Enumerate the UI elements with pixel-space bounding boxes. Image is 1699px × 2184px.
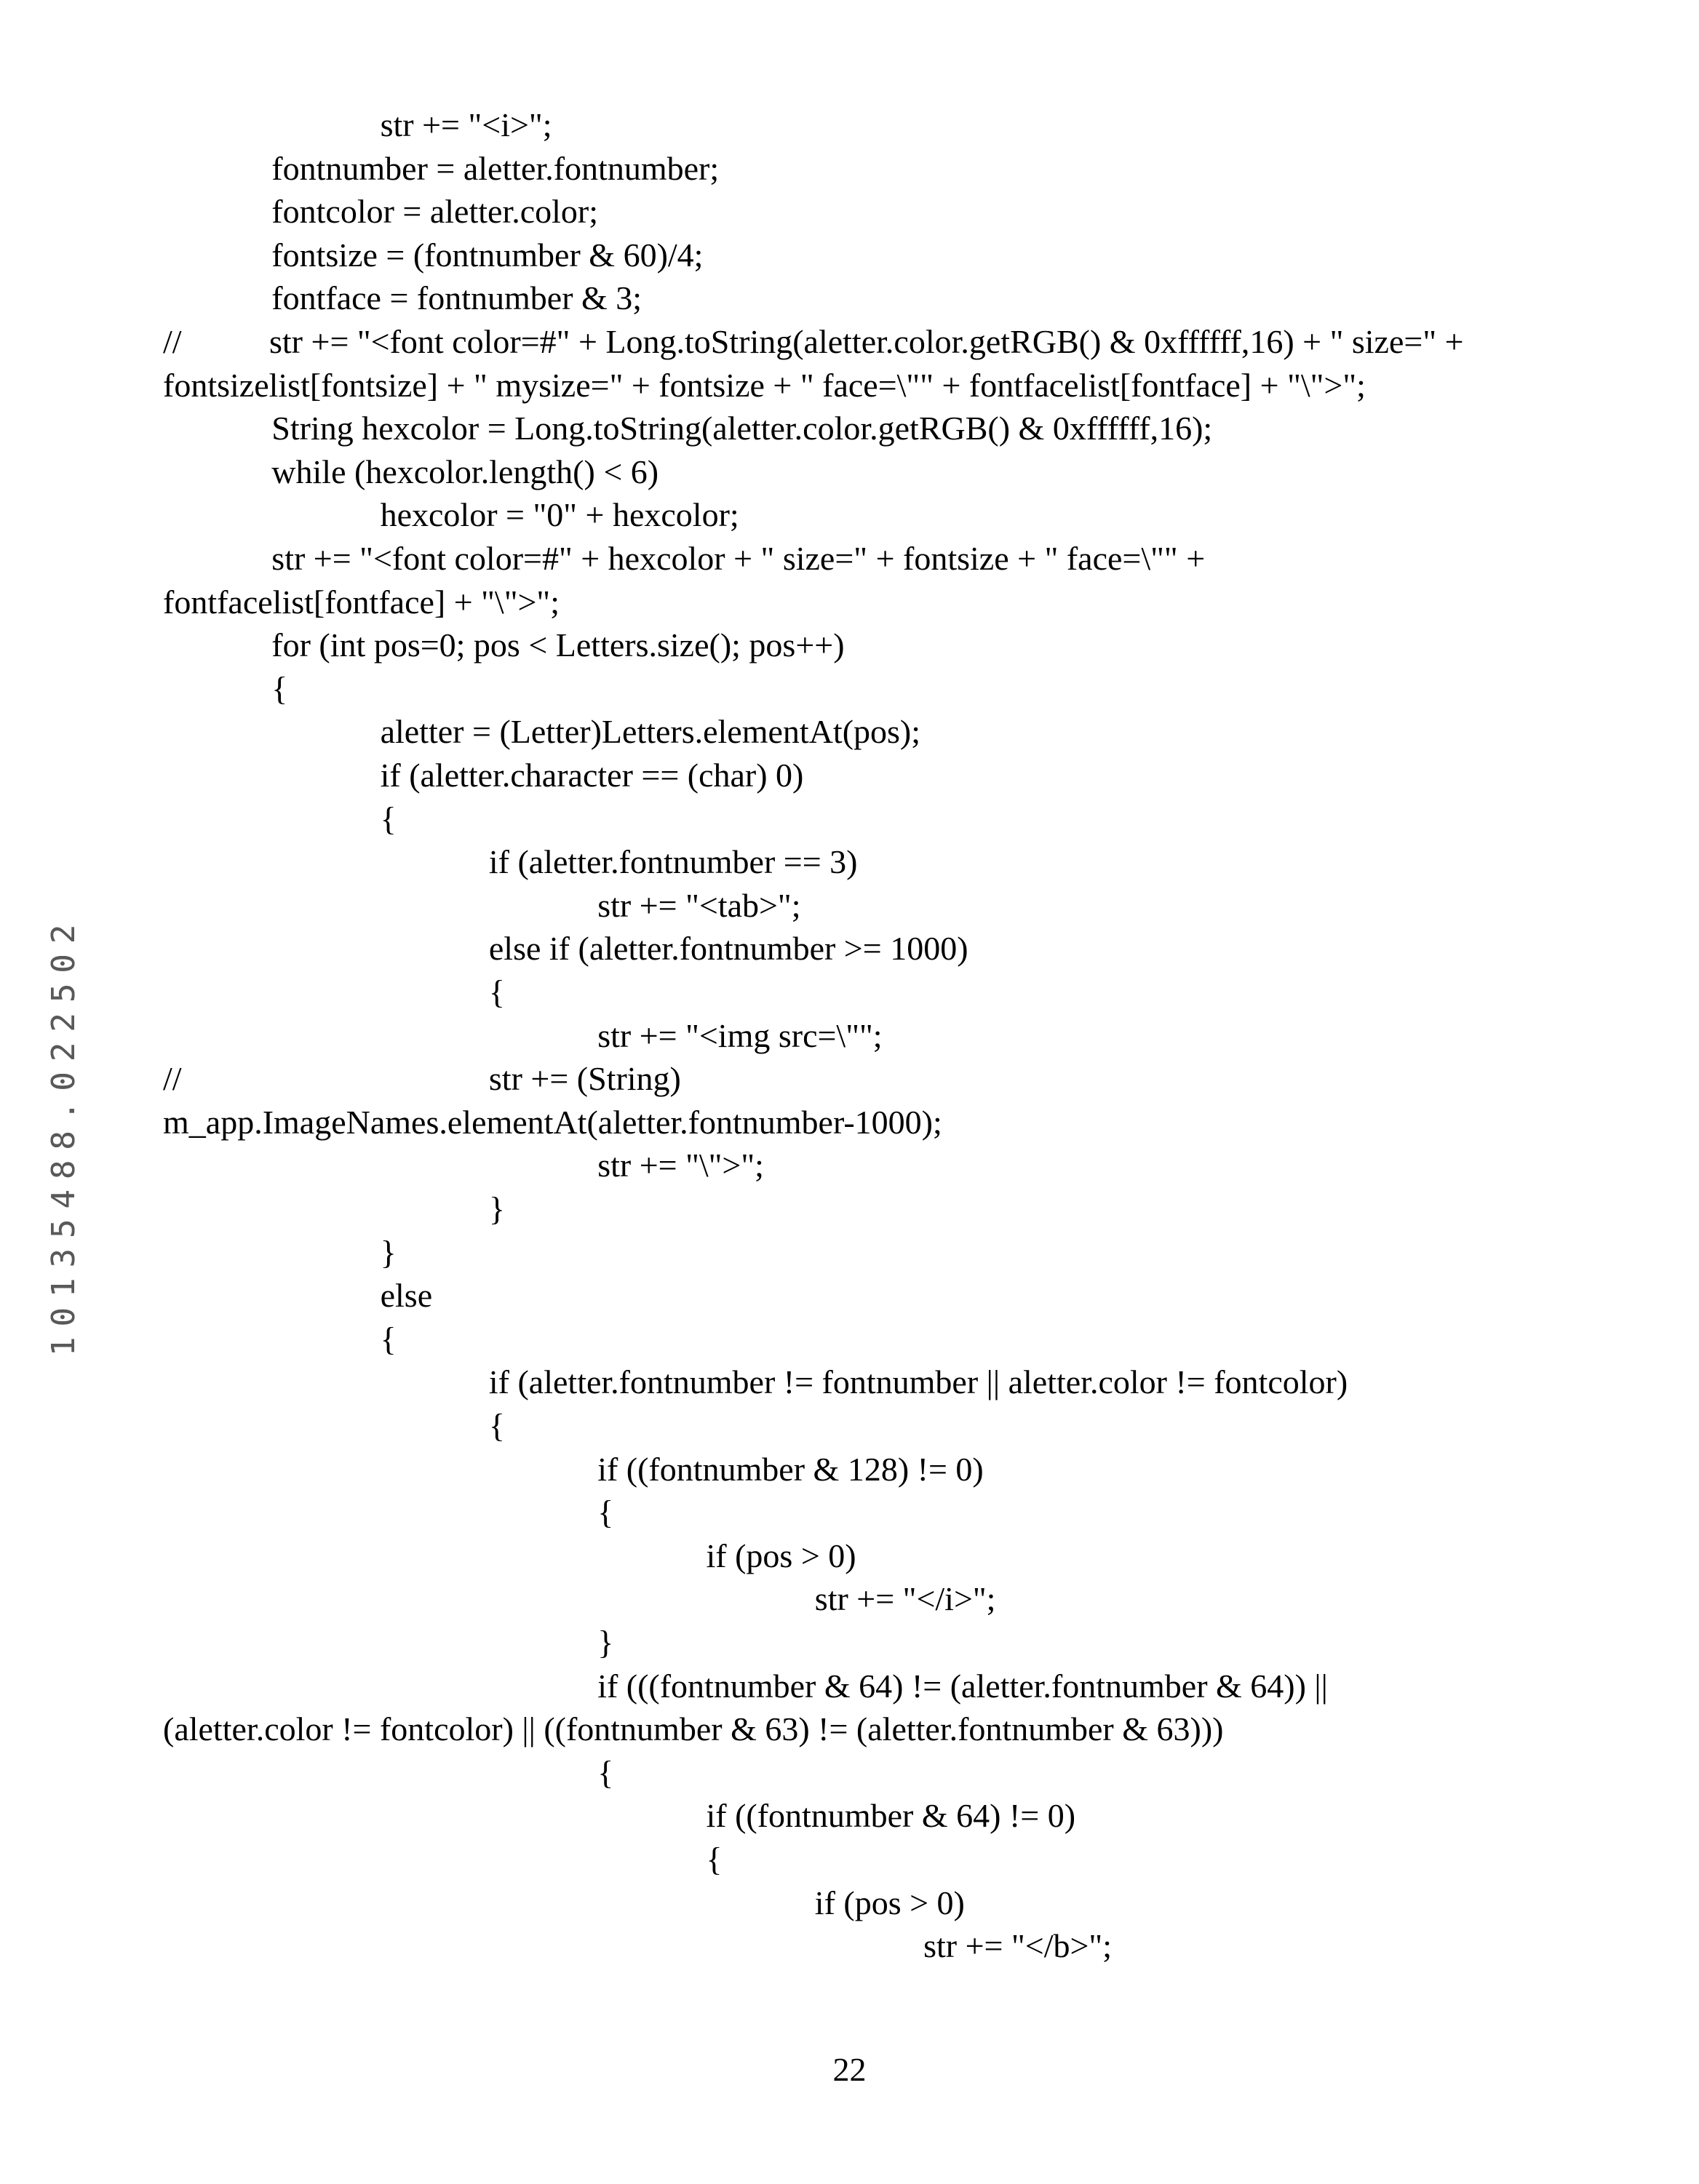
code-text: { — [597, 1491, 613, 1534]
code-text: fontface = fontnumber & 3; — [271, 276, 642, 320]
code-text: aletter = (Letter)Letters.elementAt(pos); — [381, 710, 920, 754]
code-text: if ((fontnumber & 64) != 0) — [707, 1794, 1076, 1838]
code-text: { — [597, 1751, 613, 1795]
code-line — [0, 1360, 1699, 1404]
code-text: { — [381, 797, 397, 841]
code-text: while (hexcolor.length() < 6) — [271, 450, 658, 494]
code-line — [0, 971, 1699, 1014]
code-line — [0, 1187, 1699, 1231]
code-text: { — [707, 1838, 723, 1881]
code-line — [0, 1924, 1699, 1968]
code-text: if (aletter.fontnumber == 3) — [489, 840, 858, 884]
code-text: str += "\">"; — [597, 1144, 764, 1187]
code-line — [0, 1101, 1699, 1144]
code-text: { — [381, 1318, 397, 1361]
code-line — [0, 797, 1699, 841]
code-line — [0, 1144, 1699, 1187]
code-text: fontfacelist[fontface] + "\">"; — [163, 581, 560, 624]
code-text: str += "<font color=#" + hexcolor + " size=" + fontsize + " face=\"" + — [271, 537, 1205, 581]
code-text: str += "<tab>"; — [597, 884, 800, 928]
code-text: if (pos > 0) — [707, 1534, 856, 1578]
code-line — [0, 667, 1699, 711]
code-text: fontcolor = aletter.color; — [271, 190, 598, 234]
code-line — [0, 1794, 1699, 1838]
code-line — [0, 407, 1699, 450]
code-text: } — [381, 1231, 397, 1275]
code-text: fontsizelist[fontsize] + " mysize=" + fontsize + " face=\"" + fontfacelist[fontface] + "\">"; — [163, 364, 1366, 407]
page-number: 22 — [0, 2048, 1699, 2092]
code-text: str += "<img src=\""; — [597, 1014, 882, 1058]
code-line — [0, 581, 1699, 624]
code-text: fontsize = (fontnumber & 60)/4; — [271, 234, 703, 277]
code-line — [0, 537, 1699, 581]
code-line — [0, 1838, 1699, 1881]
code-line — [0, 1881, 1699, 1925]
code-line — [0, 1665, 1699, 1708]
comment-marker: // — [163, 1057, 182, 1101]
code-line — [0, 1014, 1699, 1058]
side-stamp: 10135488.022502 — [45, 844, 89, 1426]
code-text: if (pos > 0) — [815, 1881, 965, 1925]
code-line — [0, 147, 1699, 191]
code-text: else — [381, 1274, 433, 1318]
code-text: { — [489, 1404, 505, 1448]
code-line — [0, 1231, 1699, 1275]
code-text: str += (String) — [489, 1057, 681, 1101]
code-text: m_app.ImageNames.elementAt(aletter.fontnumber-1000); — [163, 1101, 942, 1144]
code-line — [0, 320, 1699, 364]
code-line — [0, 1448, 1699, 1491]
code-line — [0, 190, 1699, 234]
code-text: hexcolor = "0" + hexcolor; — [381, 493, 739, 537]
code-line — [0, 1707, 1699, 1751]
code-line — [0, 276, 1699, 320]
code-text: if (((fontnumber & 64) != (aletter.fontnumber & 64)) || — [597, 1665, 1328, 1708]
code-line — [0, 623, 1699, 667]
code-line — [0, 754, 1699, 797]
code-text: for (int pos=0; pos < Letters.size(); pos++) — [271, 623, 844, 667]
code-line — [0, 364, 1699, 407]
code-text: if ((fontnumber & 128) != 0) — [597, 1448, 984, 1491]
code-text: if (aletter.fontnumber != fontnumber || aletter.color != fontcolor) — [489, 1360, 1348, 1404]
code-line — [0, 1577, 1699, 1621]
code-line — [0, 1318, 1699, 1361]
code-text: str += "</b>"; — [923, 1924, 1112, 1968]
comment-marker: // — [163, 320, 182, 364]
code-text: str += "</i>"; — [815, 1577, 996, 1621]
code-line — [0, 493, 1699, 537]
code-line — [0, 1404, 1699, 1448]
code-text: { — [489, 971, 505, 1014]
code-text: str += "<font color=#" + Long.toString(aletter.color.getRGB() & 0xffffff,16) + " size=" + — [269, 320, 1464, 364]
code-line — [0, 1274, 1699, 1318]
code-line — [0, 234, 1699, 277]
code-text: } — [489, 1187, 505, 1231]
code-line — [0, 450, 1699, 494]
code-text: (aletter.color != fontcolor) || ((fontnumber & 63) != (aletter.fontnumber & 63))) — [163, 1707, 1223, 1751]
code-line — [0, 1751, 1699, 1795]
code-line — [0, 884, 1699, 928]
code-text: } — [597, 1621, 613, 1665]
code-line — [0, 103, 1699, 147]
code-line — [0, 1057, 1699, 1101]
code-text: String hexcolor = Long.toString(aletter.color.getRGB() & 0xffffff,16); — [271, 407, 1212, 450]
code-line — [0, 1534, 1699, 1578]
code-text: { — [271, 667, 287, 711]
code-text: str += "<i>"; — [381, 103, 552, 147]
code-line — [0, 927, 1699, 971]
code-line — [0, 1491, 1699, 1534]
code-text: fontnumber = aletter.fontnumber; — [271, 147, 719, 191]
code-text: if (aletter.character == (char) 0) — [381, 754, 804, 797]
code-line — [0, 710, 1699, 754]
code-text: else if (aletter.fontnumber >= 1000) — [489, 927, 968, 971]
code-line — [0, 1621, 1699, 1665]
code-line — [0, 840, 1699, 884]
